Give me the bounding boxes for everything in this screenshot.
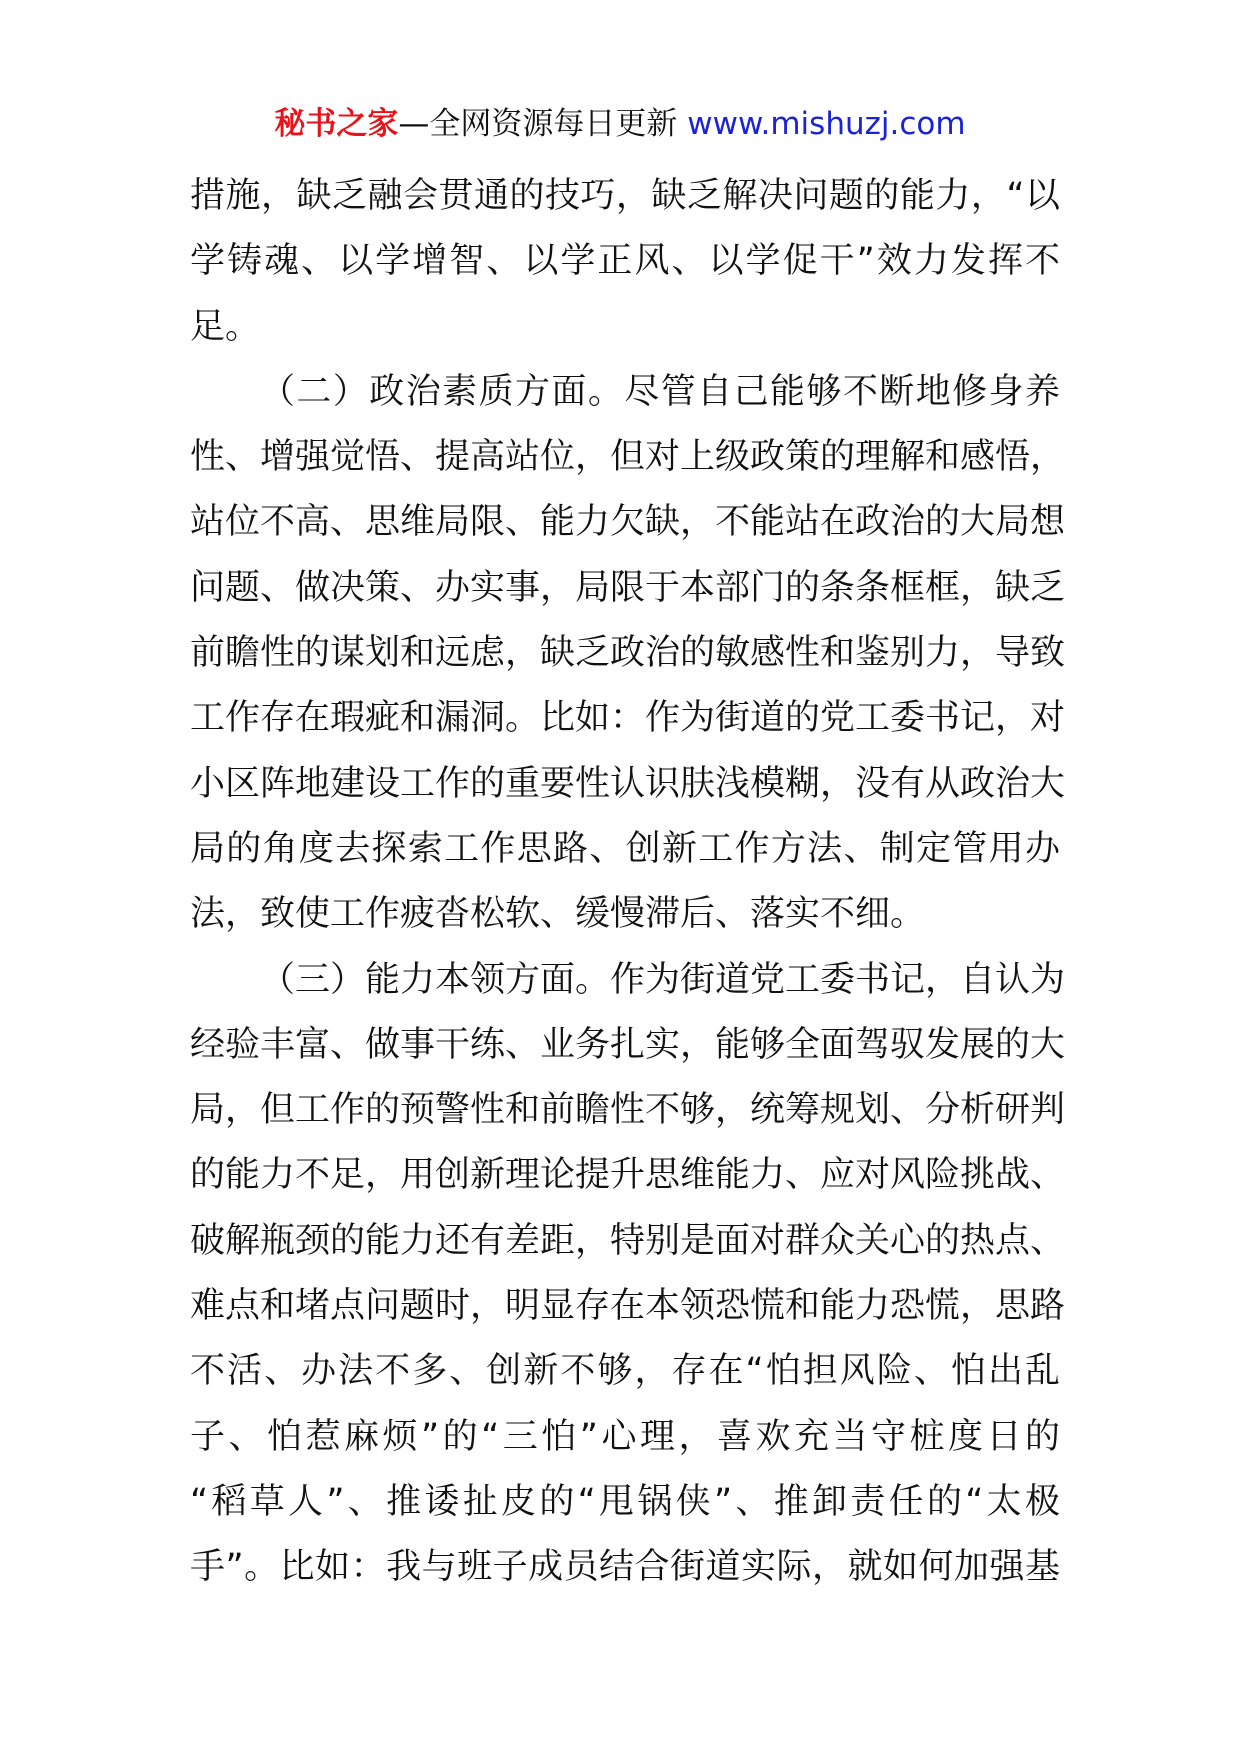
paragraph [190, 360, 1066, 948]
text-line: 措施，缺乏融会贯通的技巧，缺乏解决问题的能力，“以 [190, 176, 1060, 216]
text-line: 工作存在瑕疵和漏洞。比如：作为街道的党工委书记，对 [190, 698, 1066, 739]
text-line: 站位不高、思维局限、能力欠缺，不能站在政治的大局想 [190, 502, 1066, 543]
text-line: 小区阵地建设工作的重要性认识肤浅模糊，没有从政治大 [190, 763, 1066, 804]
paragraph [190, 164, 1060, 360]
text-line: （二）政治素质方面。尽管自己能够不断地修身养 [260, 371, 1060, 412]
text-line: 性、增强觉悟、提高站位，但对上级政策的理解和感悟， [190, 437, 1066, 478]
text-line: 足。 [190, 306, 261, 347]
text-line: 局，但工作的预警性和前瞻性不够，统筹规划、分析研判 [190, 1090, 1066, 1131]
text-line: 前瞻性的谋划和远虑，缺乏政治的敏感性和鉴别力，导致 [190, 633, 1066, 674]
text-line: 子、怕惹麻烦”的“三怕”心理，喜欢充当守桩度日的 [190, 1416, 1060, 1457]
paragraph [190, 948, 1066, 1601]
text-line: 难点和堵点问题时，明显存在本领恐慌和能力恐慌，思路 [190, 1286, 1066, 1327]
text-line: 的能力不足，用创新理论提升思维能力、应对风险挑战、 [190, 1155, 1066, 1196]
text-line: 不活、办法不多、创新不够，存在“怕担风险、怕出乱 [190, 1351, 1060, 1392]
header-tagline: —全网资源每日更新 [398, 106, 688, 142]
text-line: 局的角度去探索工作思路、创新工作方法、制定管用办 [190, 828, 1060, 869]
text-line: 学铸魂、以学增智、以学正风、以学促干”效力发挥不 [190, 241, 1060, 282]
text-line: “稻草人”、推诿扯皮的“甩锅侠”、推卸责任的“太极 [190, 1481, 1060, 1522]
text-line: 手”。比如：我与班子成员结合街道实际，就如何加强基 [190, 1547, 1060, 1588]
text-line: 法，致使工作疲沓松软、缓慢滞后、落实不细。 [190, 894, 926, 935]
page-header [0, 102, 1240, 146]
text-line: 问题、做决策、办实事，局限于本部门的条条框框，缺乏 [190, 567, 1066, 608]
website-link[interactable]: www.mishuzj.com [687, 106, 966, 142]
text-line: 经验丰富、做事干练、业务扎实，能够全面驾驭发展的大 [190, 1024, 1066, 1065]
text-line: 破解瓶颈的能力还有差距，特别是面对群众关心的热点、 [190, 1220, 1066, 1261]
document-body [190, 164, 1066, 1601]
text-line: （三）能力本领方面。作为街道党工委书记，自认为 [260, 959, 1066, 1000]
brand-name: 秘书之家 [274, 106, 399, 142]
